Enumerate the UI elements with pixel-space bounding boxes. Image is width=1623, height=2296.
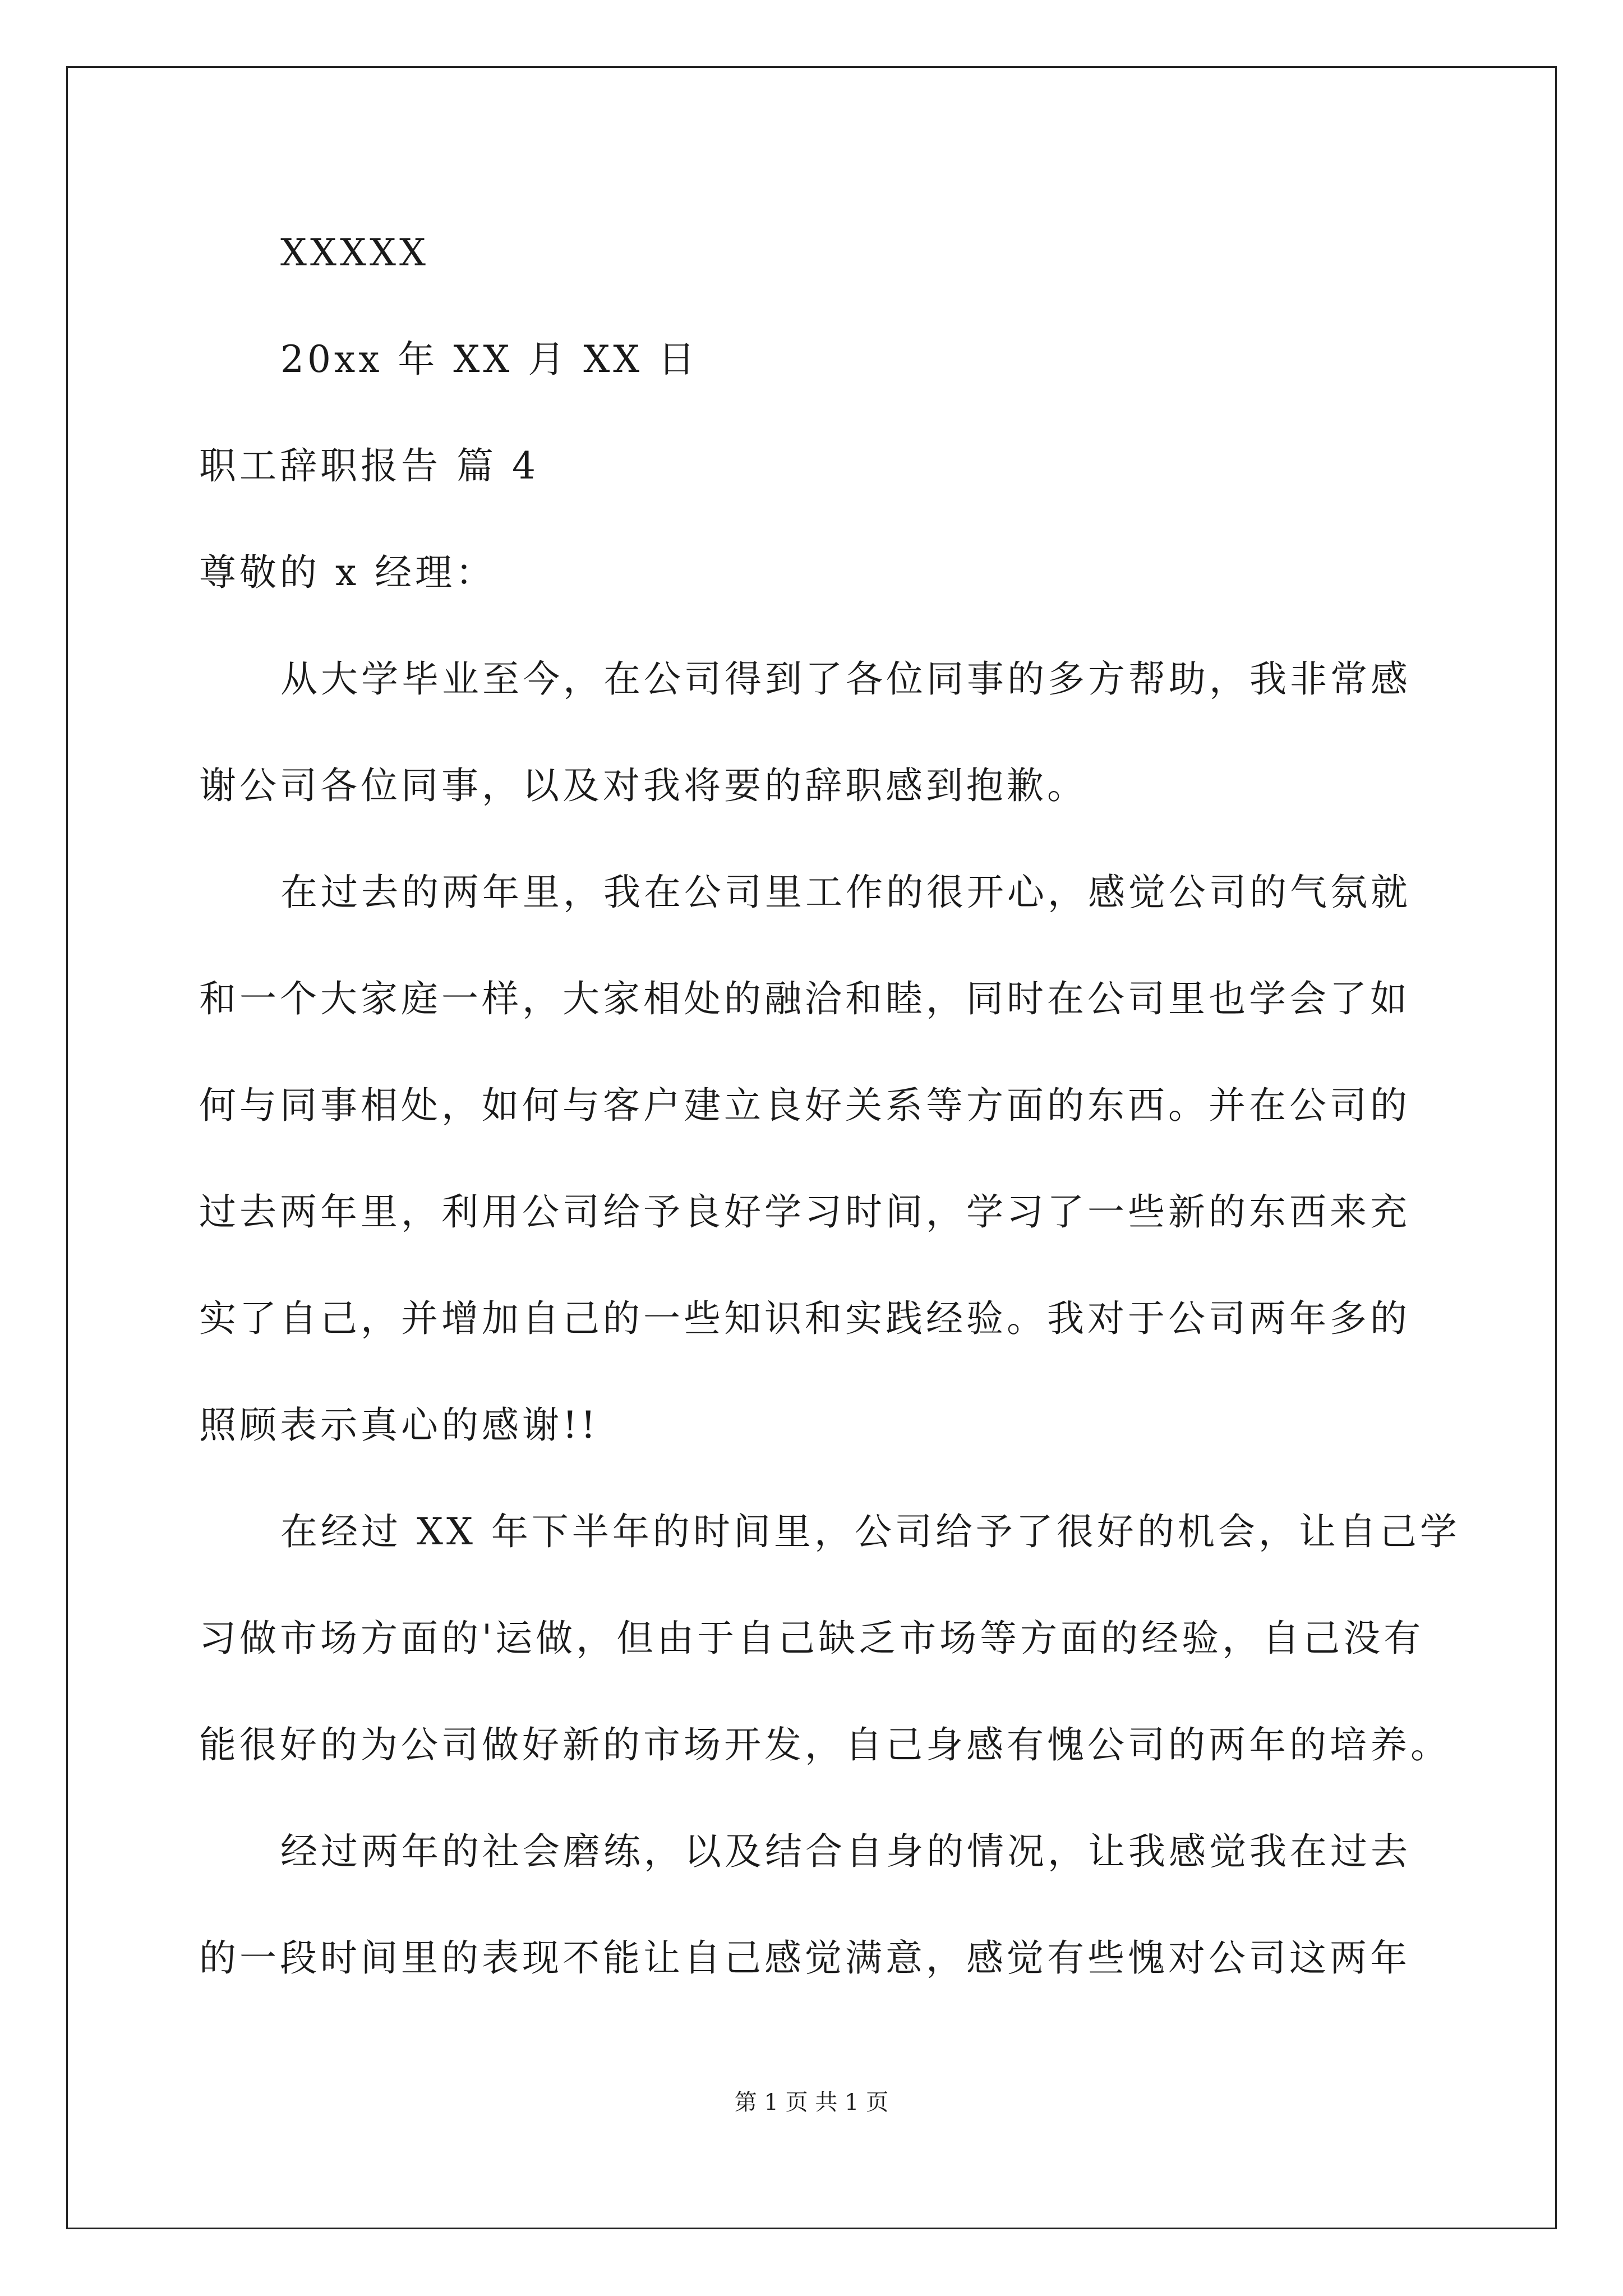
- body-line: 谢公司各位同事，以及对我将要的辞职感到抱歉。: [199, 764, 1087, 807]
- salutation: 尊敬的 x 经理：: [199, 551, 496, 594]
- body-line: 能很好的为公司做好新的市场开发，自己身感有愧公司的两年的培养。: [199, 1723, 1451, 1766]
- body-line: 何与同事相处，如何与客户建立良好关系等方面的东西。并在公司的: [199, 1084, 1410, 1127]
- body-line: 和一个大家庭一样，大家相处的融洽和睦，同时在公司里也学会了如: [199, 977, 1410, 1020]
- body-line: 在经过 XX 年下半年的时间里，公司给予了很好的机会，让自己学: [280, 1510, 1460, 1553]
- page-footer: 第 1 页 共 1 页: [734, 2090, 889, 2115]
- body-line: 在过去的两年里，我在公司里工作的很开心，感觉公司的气氛就: [280, 871, 1411, 914]
- body-line: 经过两年的社会磨练，以及结合自身的情况，让我感觉我在过去: [280, 1830, 1411, 1873]
- body-line: 照顾表示真心的感谢!!: [199, 1404, 600, 1447]
- body-line: 实了自己，并增加自己的一些知识和实践经验。我对于公司两年多的: [199, 1297, 1410, 1340]
- body-line: 的一段时间里的表现不能让自己感觉满意，感觉有些愧对公司这两年: [199, 1936, 1410, 1980]
- body-line: 过去两年里，利用公司给予良好学习时间，学习了一些新的东西来充: [199, 1190, 1410, 1234]
- page-frame: [66, 66, 1557, 2229]
- body-line: 从大学毕业至今，在公司得到了各位同事的多方帮助，我非常感: [280, 657, 1411, 701]
- body-line: 习做市场方面的'运做，但由于自己缺乏市场等方面的经验，自己没有: [199, 1617, 1424, 1660]
- letter-date: 20xx 年 XX 月 XX 日: [280, 338, 699, 381]
- section-title: 职工辞职报告 篇 4: [199, 444, 539, 487]
- signature-name: XXXXX: [280, 231, 429, 274]
